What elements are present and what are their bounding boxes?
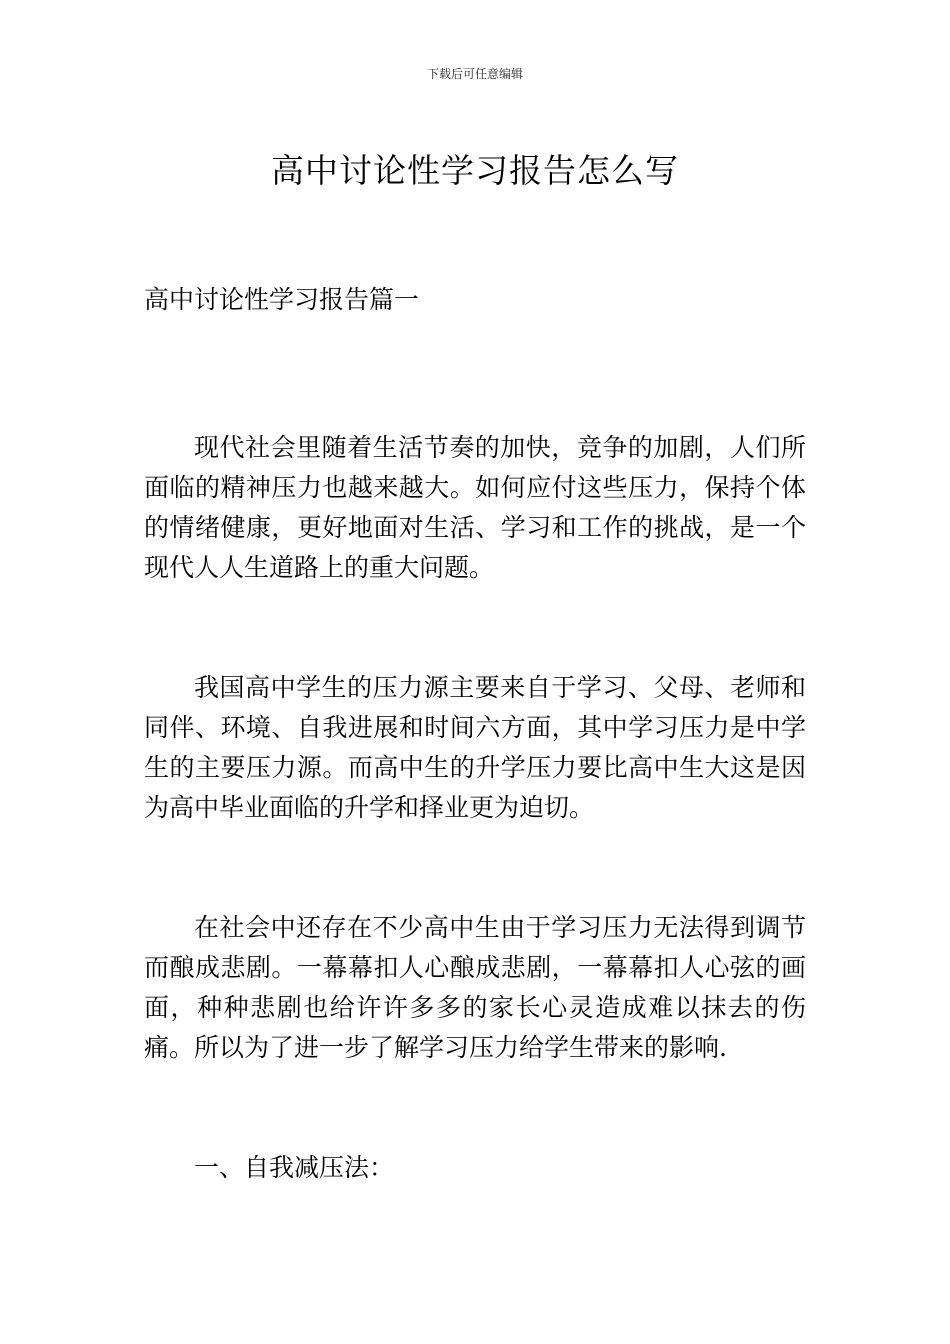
document-body [144,428,806,1188]
paragraph: 现代社会里随着生活节奏的加快，竞争的加剧，人们所面临的精神压力也越来越大。如何应付这些压力，保持个体的情绪健康，更好地面对生活、学习和工作的挑战，是一个现代人人生道路上的重大问题。 [144,433,806,582]
section-heading: 高中讨论性学习报告篇一 [144,285,420,314]
document-title: 高中讨论性学习报告怎么写 [271,151,679,191]
subsection-heading: 一、自我减压法： [194,1153,395,1182]
paragraph: 我国高中学生的压力源主要来自于学习、父母、老师和同伴、环境、自我进展和时间六方面，其中学习压力是中学生的主要压力源。而高中生的升学压力要比高中生大这是因为高中毕业面临的升学和择业更为迫切。 [144,673,806,822]
paragraph: 在社会中还存在不少高中生由于学习压力无法得到调节而酿成悲剧。一幕幕扣人心酿成悲剧，一幕幕扣人心弦的画面，种种悲剧也给许许多多的家长心灵造成难以抹去的伤痛。所以为了进一步了解学习压力给学生带来的影响. [144,913,806,1062]
header-note: 下载后可任意编辑 [426,67,523,81]
